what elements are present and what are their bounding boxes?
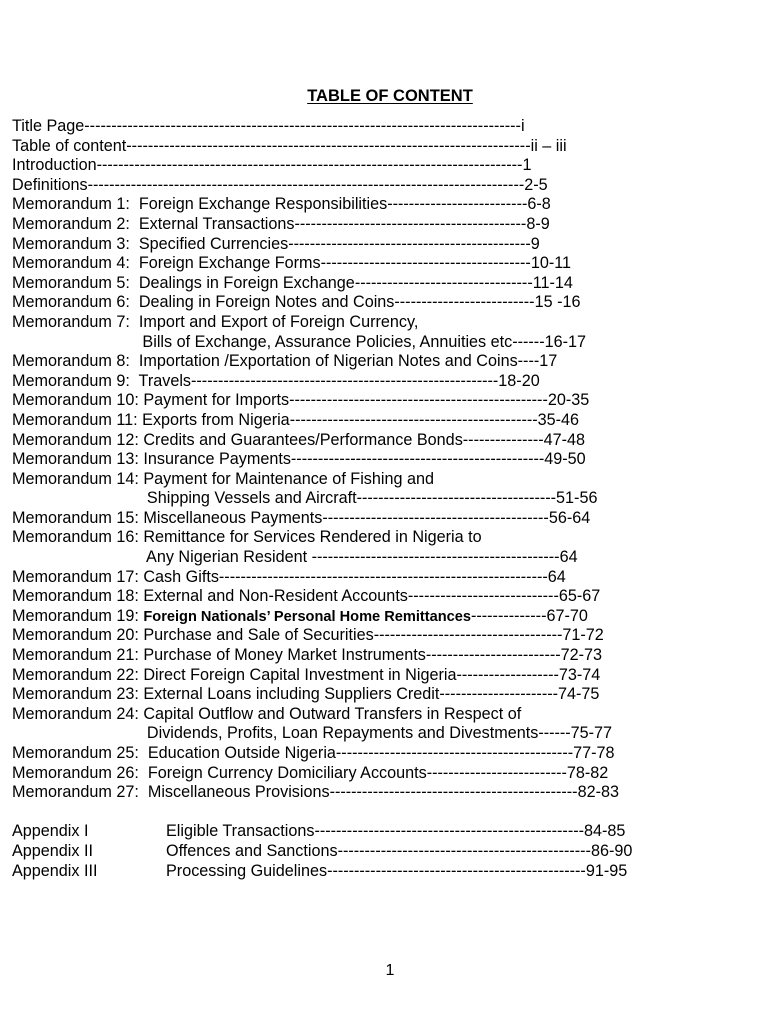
toc-entry [12,156,752,176]
leader-dots: -------------- [471,606,547,625]
entry-title: Memorandum 9: Travels [12,371,192,390]
entry-title: Bills of Exchange, Assurance Policies, Annuities etc [12,332,513,351]
leader-dots: ------------------------------------- [356,489,557,508]
appendix-name: Appendix I [12,822,89,841]
entry-title-bold: Foreign Nationals’ Personal Home Remittances [143,608,471,625]
entry-page: 47-48 [543,430,586,449]
toc-entry [12,509,752,529]
entry-page: 64 [559,548,578,567]
toc-entry [12,411,752,431]
toc-entry [12,333,752,353]
entry-page: 6-8 [527,195,551,214]
leader-dots: ------------------------------------------------ [289,391,548,410]
appendix-page: 86-90 [590,841,633,860]
entry-page: 11-14 [532,273,573,292]
leader-dots: --------------------------------------------------------- [191,371,499,390]
leader-dots: ---------------------- [439,685,558,704]
entry-page: 15 -16 [534,293,581,312]
entry-page: 75-77 [570,724,613,743]
leader-dots: --------------------------------------------------------------------------------- [87,175,525,194]
entry-page: 82-83 [577,783,619,802]
leader-dots: ----------------------------------------------- [290,450,545,469]
leader-dots: ------------------- [456,665,559,684]
entry-page: 16-17 [544,332,586,351]
entry-page: 8-9 [526,214,550,233]
leader-dots: ------------------------------------------ [322,508,549,527]
entry-page: 17 [539,352,558,371]
entry-title: Memorandum 16: Remittance for Services Rendered in Nigeria to [12,528,482,547]
entry-page: 64 [547,567,566,586]
entry-title: Memorandum 8: Importation /Exportation of Nigerian Notes and Coins [12,352,518,371]
entry-title: Memorandum 18: External and Non-Resident Accounts [12,587,408,606]
entry-title: Memorandum 20: Purchase and Sale of Securities [12,626,374,645]
leader-dots: ---------------------------- [407,587,559,606]
toc-entry [12,431,752,451]
entry-title: Memorandum 25: Education Outside Nigeria [12,744,336,762]
leader-dots: ------ [512,332,545,351]
toc-entry [12,626,752,646]
toc-entry [12,274,752,294]
toc-entry [12,783,752,803]
toc-entry [12,568,752,588]
entry-title: Memorandum 27: Miscellaneous Provisions [12,783,330,802]
toc-entry [12,607,752,627]
entry-title: Memorandum 17: Cash Gifts [12,567,219,586]
entry-title: Memorandum 24: Capital Outflow and Outward Transfers in Respect of [12,704,522,723]
toc-entry [12,195,752,215]
leader-dots: ---------------------------------------------- [289,410,538,429]
leader-dots: ------------------------------------------------ [327,861,586,880]
leader-dots: -------------------------------------------- [335,744,574,762]
toc-entry [12,254,752,274]
appendix-name: Appendix III [12,861,98,880]
page-title: TABLE OF CONTENT [307,87,473,105]
entry-title: Memorandum 23: External Loans including Suppliers Credit [12,685,440,704]
entry-title: Any Nigerian Resident [12,548,312,567]
entry-title: Memorandum 2: External Transactions [12,214,295,233]
toc-entry [12,293,752,313]
entry-title: Memorandum 13: Insurance Payments [12,450,291,469]
toc-entry [12,744,752,764]
toc-entry [12,176,752,196]
leader-dots: ------------------------------------------------------------- [218,567,548,586]
leader-dots: ------------------------------------------- [294,214,527,233]
appendix-page: 84-85 [584,822,626,841]
entry-title: Memorandum 5: Dealings in Foreign Exchange [12,273,355,292]
entry-page: 35-46 [537,410,580,429]
toc-entry [12,352,752,372]
page-number: 1 [385,962,395,979]
toc-entry [12,313,752,333]
appendix-name: Appendix II [12,841,93,860]
leader-dots: ----------------------------------- [373,626,563,645]
leader-dots: ------------------------- [425,646,561,665]
toc-entry [12,705,752,725]
toc-entry [12,215,752,235]
leader-dots: --------------------------------------- [320,254,531,273]
entry-title: Memorandum 12: Credits and Guarantees/Performance Bonds [12,430,463,449]
entry-page: 56-64 [548,508,591,527]
leader-dots: -------------------------- [426,763,567,782]
appendix-title: Offences and Sanctions [166,841,338,860]
entry-page: i [520,117,525,135]
entry-page: 49-50 [544,450,586,469]
leader-dots: ---------------------------------------------- [329,783,578,802]
leader-dots: --------------------------------------------------------------------------- [126,136,531,155]
entry-title: Memorandum 19: [12,606,144,625]
leader-dots: ----------------------------------------------- [337,841,591,860]
entry-title: Memorandum 22: Direct Foreign Capital Investment in Nigeria [12,665,457,684]
leader-dots: --------------------------------------------- [288,234,531,253]
leader-dots: --------------------------------- [354,273,533,292]
leader-dots: ---------------------------------------------- [311,548,560,567]
entry-page: ii – iii [530,136,567,155]
table-of-contents [12,117,752,881]
leader-dots: ------ [538,724,571,743]
entry-page: 73-74 [558,665,601,684]
entry-page: 1 [522,156,532,175]
toc-entry [12,724,752,744]
entry-title: Memorandum 7: Import and Export of Foreign Currency, [12,312,419,331]
toc-entry [12,391,752,411]
entry-title: Memorandum 11: Exports from Nigeria [12,410,290,429]
toc-entry [12,764,752,784]
leader-dots: -------------------------- [394,293,535,312]
toc-entry [12,137,752,157]
leader-dots: -------------------------------------------------- [314,822,584,841]
toc-entry [12,489,752,509]
entry-page: 72-73 [560,646,603,665]
appendix-entry [12,862,752,882]
leader-dots: ---- [517,352,540,371]
entry-page: 2-5 [524,175,548,194]
toc-entry [12,235,752,255]
entry-title: Memorandum 15: Miscellaneous Payments [12,508,323,527]
appendix-entry [12,822,752,842]
entry-title: Dividends, Profits, Loan Repayments and Divestments [12,724,539,743]
entry-title: Title Page [12,117,85,135]
entry-title: Memorandum 4: Foreign Exchange Forms [12,254,321,273]
entry-page: 71-72 [562,626,604,645]
toc-entry [12,646,752,666]
entry-page: 67-70 [546,606,588,625]
leader-dots: --------------- [462,430,544,449]
entry-title: Table of content [12,136,127,155]
entry-title: Memorandum 21: Purchase of Money Market Instruments [12,646,426,665]
leader-dots: ------------------------------------------------------------------------------- [96,156,523,175]
entry-page: 20-35 [547,391,590,410]
entry-title: Memorandum 14: Payment for Maintenance of Fishing and [12,469,434,488]
entry-page: 10-11 [530,254,572,273]
entry-page: 77-78 [573,744,615,762]
toc-entry [12,528,752,548]
entry-title: Introduction [12,156,97,175]
entry-title: Memorandum 3: Specified Currencies [12,234,289,253]
toc-entry [12,587,752,607]
leader-dots: --------------------------------------------------------------------------------- [84,117,521,135]
appendix-title: Processing Guidelines [166,861,328,880]
appendix-title: Eligible Transactions [166,822,315,841]
entry-title: Definitions [12,175,88,194]
appendix-entry [12,842,752,862]
entry-page: 9 [530,234,540,253]
toc-entry [12,372,752,392]
appendix-page: 91-95 [585,861,628,880]
entry-title: Memorandum 10: Payment for Imports [12,391,290,410]
entry-page: 74-75 [558,685,600,704]
entry-page: 18-20 [498,371,540,390]
toc-entry [12,685,752,705]
entry-page: 78-82 [566,763,609,782]
toc-entry [12,470,752,490]
toc-entry [12,548,752,568]
toc-entry [12,117,752,137]
entry-title: Shipping Vessels and Aircraft [12,489,357,508]
entry-page: 65-67 [558,587,601,606]
toc-entry [12,450,752,470]
toc-entry [12,666,752,686]
leader-dots: -------------------------- [387,195,528,214]
entry-title: Memorandum 6: Dealing in Foreign Notes and Coins [12,293,395,312]
entry-page: 51-56 [556,489,598,508]
entry-title: Memorandum 26: Foreign Currency Domiciliary Accounts [12,763,427,782]
entry-title: Memorandum 1: Foreign Exchange Responsibilities [12,195,388,214]
